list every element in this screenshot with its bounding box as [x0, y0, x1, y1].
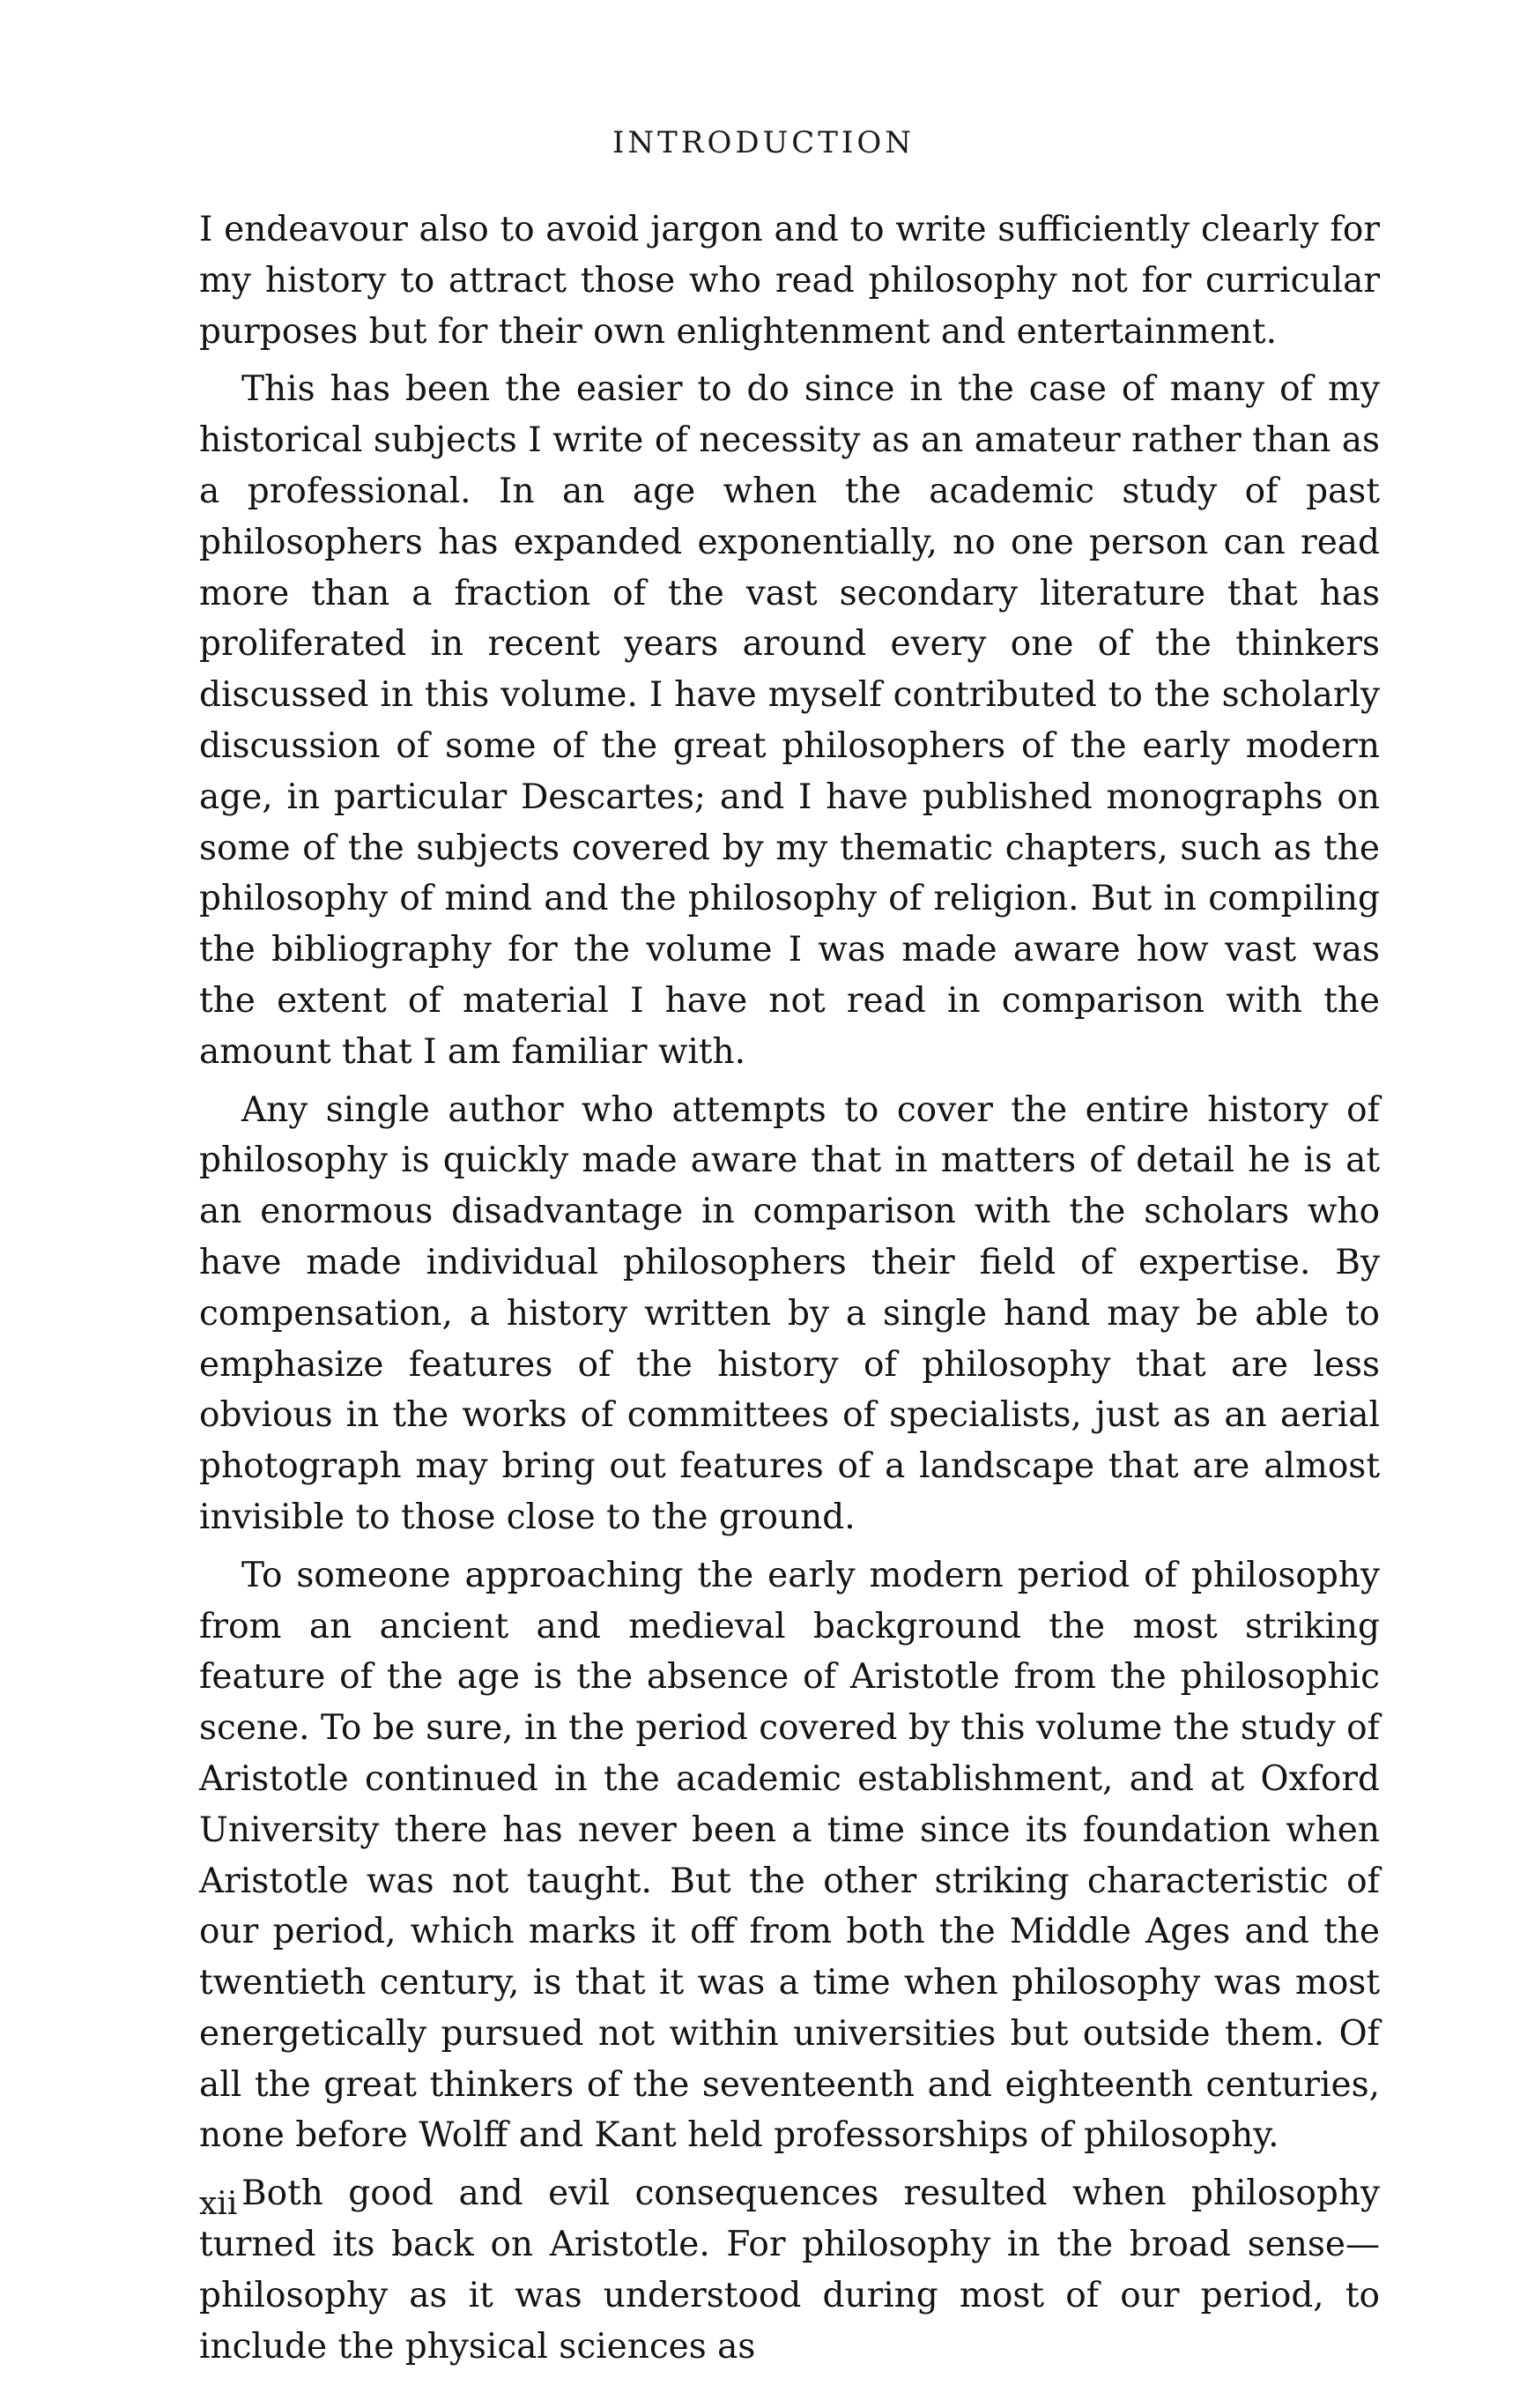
paragraph-2: This has been the easier to do since in the case of many of my historical subjects I write of necessity as an amateur rather than as a professional. In an age when the academic study of past philosophers has expanded exponentially, no one person can read more than a fraction of the vast secondary literature that has proliferated in recent years around every one of the thinkers discussed in this volume. I have myself contributed to the scholarly discussion of some of the great philosophers of the early modern age, in particular Descartes; and I have published monographs on some of the subjects covered by my thematic chapters, such as the philosophy of mind and the philosophy of religion. But in compiling the bibliography for the volume I was made aware how vast was the extent of material I have not read in comparison with the amount that I am familiar with. [199, 369, 1380, 1072]
body-text [199, 204, 1380, 2372]
paragraph-4: To someone approaching the early modern period of philosophy from an ancient and medieval background the most striking feature of the age is the absence of Aristotle from the philosophic scene. To be sure, in the period covered by this volume the study of Aristotle continued in the academic establishment, and at Oxford University there has never been a time since its foundation when Aristotle was not taught. But the other striking characteristic of our period, which marks it off from both the Middle Ages and the twentieth century, is that it was a time when philosophy was most energetically pursued not within universities but outside them. Of all the great thinkers of the seventeenth and eighteenth centuries, none before Wolff and Kant held professorships of philosophy. [199, 1555, 1380, 2156]
running-head: INTRODUCTION [612, 125, 915, 160]
page-number: xii [199, 2186, 238, 2222]
paragraph-3: Any single author who attempts to cover the entire history of philosophy is quickly made aware that in matters of detail he is at an enormous disadvantage in comparison with the scholars who have made individual philosophers their field of expertise. By compensation, a history written by a single hand may be able to emphasize features of the history of philosophy that are less obvious in the works of committees of specialists, just as an aerial photograph may bring out features of a landscape that are almost invisible to those close to the ground. [199, 1089, 1380, 1537]
paragraph-5: Both good and evil consequences resulted when philosophy turned its back on Aristotle. For philosophy in the broad sense—philosophy as it was understood during most of our period, to include the physical sciences as [199, 2174, 1380, 2367]
paragraph-1: I endeavour also to avoid jargon and to write sufficiently clearly for my history to attract those who read philosophy not for curricular purposes but for their own enlightenment and entertainment. [199, 210, 1380, 352]
